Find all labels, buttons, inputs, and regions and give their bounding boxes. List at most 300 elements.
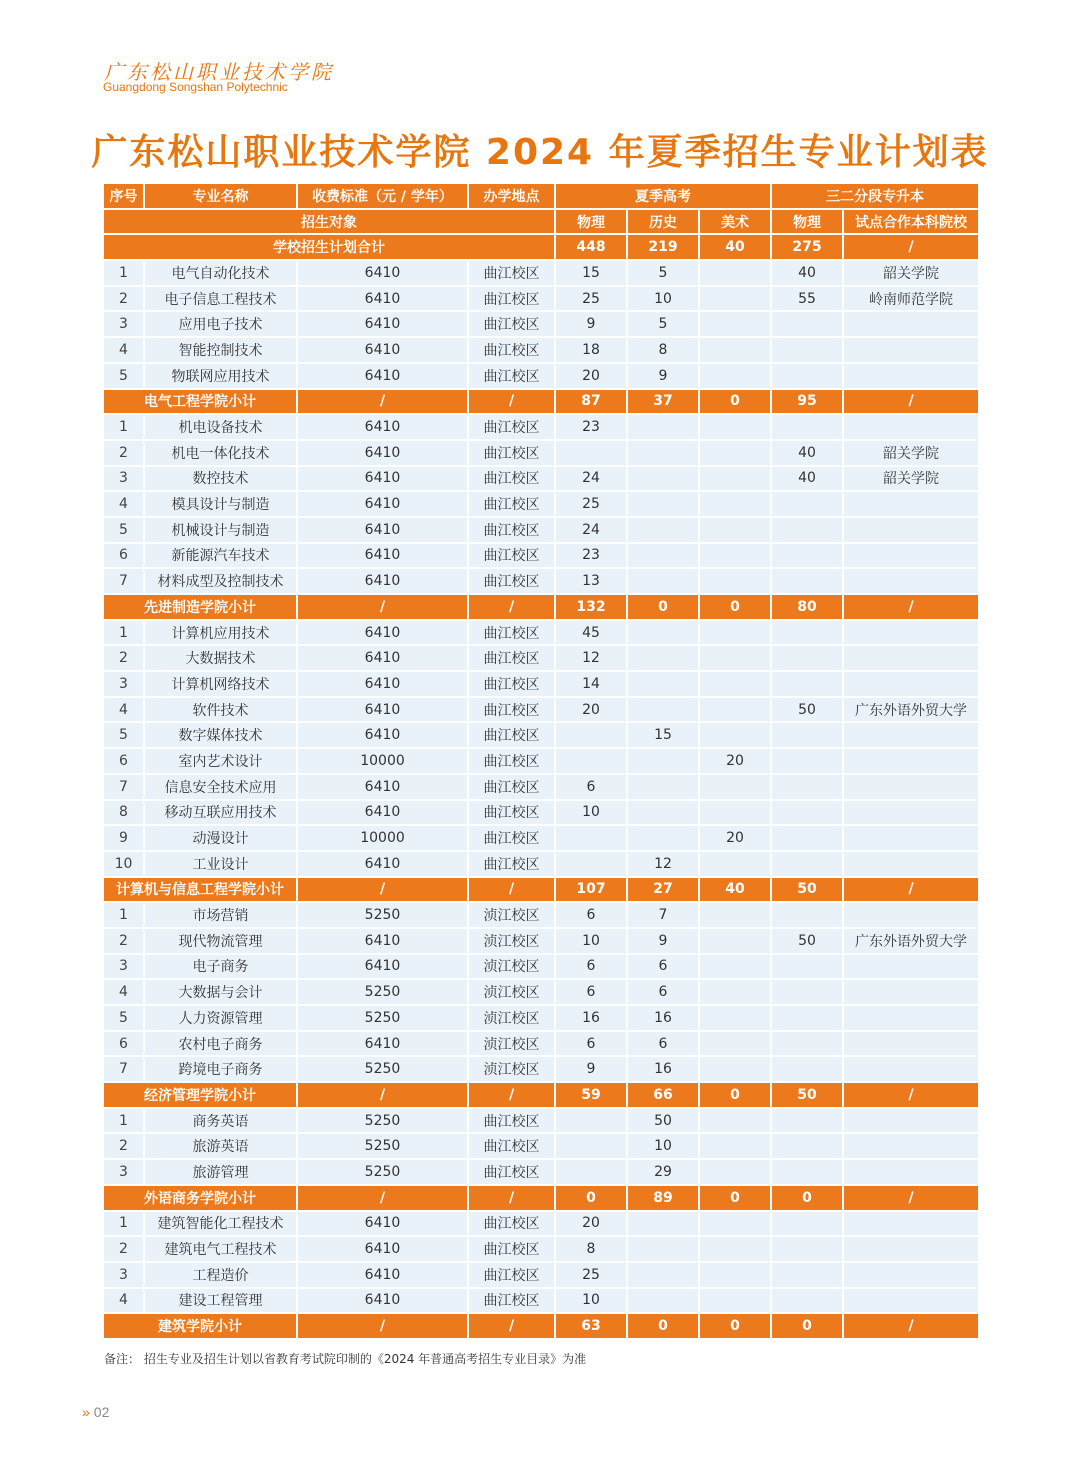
cell-no: 2 — [104, 1134, 145, 1160]
cell-major: 室内艺术设计 — [145, 749, 298, 775]
cell-history — [628, 569, 700, 595]
cell-fee: 10000 — [298, 749, 469, 775]
cell-partner — [844, 492, 978, 518]
cell-history: 8 — [628, 338, 700, 364]
cell-campus: 浈江校区 — [469, 929, 556, 955]
subtotal-physics-2: 0 — [772, 1314, 844, 1340]
header-physics-2: 物理 — [772, 210, 844, 236]
cell-physics2 — [772, 723, 844, 749]
table-row — [104, 492, 978, 518]
cell-physics — [556, 749, 628, 775]
cell-partner: 广东外语外贸大学 — [844, 698, 978, 724]
cell-campus: 曲江校区 — [469, 364, 556, 390]
cell-fee: 6410 — [298, 1032, 469, 1058]
cell-art — [700, 1289, 772, 1315]
cell-no: 1 — [104, 1109, 145, 1135]
page-title: 广东松山职业技术学院 2024 年夏季招生专业计划表 — [91, 132, 989, 173]
cell-physics2: 50 — [772, 929, 844, 955]
cell-physics2: 40 — [772, 441, 844, 467]
subtotal-campus: / — [469, 390, 556, 416]
cell-no: 4 — [104, 338, 145, 364]
cell-no: 2 — [104, 441, 145, 467]
cell-physics2 — [772, 775, 844, 801]
cell-no: 4 — [104, 980, 145, 1006]
cell-physics2 — [772, 1237, 844, 1263]
cell-partner — [844, 364, 978, 390]
subtotal-fee: / — [298, 1314, 469, 1340]
cell-physics: 20 — [556, 1212, 628, 1238]
cell-major: 工程造价 — [145, 1263, 298, 1289]
total-physics: 448 — [556, 235, 628, 261]
cell-partner — [844, 415, 978, 441]
subtotal-physics-2: 50 — [772, 878, 844, 904]
subtotal-campus: / — [469, 1083, 556, 1109]
table-row — [104, 672, 978, 698]
cell-physics: 13 — [556, 569, 628, 595]
cell-history: 12 — [628, 852, 700, 878]
cell-fee: 10000 — [298, 826, 469, 852]
cell-no: 1 — [104, 903, 145, 929]
subtotal-physics: 59 — [556, 1083, 628, 1109]
cell-physics: 45 — [556, 621, 628, 647]
cell-history: 16 — [628, 1057, 700, 1083]
cell-physics2 — [772, 544, 844, 570]
cell-physics2 — [772, 415, 844, 441]
cell-fee: 6410 — [298, 415, 469, 441]
cell-no: 5 — [104, 518, 145, 544]
cell-fee: 6410 — [298, 775, 469, 801]
cell-physics2 — [772, 1263, 844, 1289]
subtotal-physics: 107 — [556, 878, 628, 904]
cell-fee: 6410 — [298, 312, 469, 338]
cell-campus: 曲江校区 — [469, 338, 556, 364]
cell-major: 物联网应用技术 — [145, 364, 298, 390]
header-sandu: 三二分段专升本 — [772, 184, 978, 210]
cell-art — [700, 1109, 772, 1135]
cell-fee: 6410 — [298, 621, 469, 647]
table-row — [104, 621, 978, 647]
cell-physics2 — [772, 955, 844, 981]
cell-fee: 6410 — [298, 1212, 469, 1238]
cell-physics2 — [772, 852, 844, 878]
cell-no: 3 — [104, 955, 145, 981]
cell-art — [700, 1212, 772, 1238]
cell-history — [628, 749, 700, 775]
subtotal-label: 外语商务学院小计 — [104, 1186, 298, 1212]
cell-no: 6 — [104, 749, 145, 775]
cell-physics2 — [772, 826, 844, 852]
subtotal-physics-2: 50 — [772, 1083, 844, 1109]
table-row — [104, 929, 978, 955]
cell-physics2 — [772, 312, 844, 338]
cell-no: 3 — [104, 672, 145, 698]
cell-art — [700, 544, 772, 570]
cell-fee: 6410 — [298, 261, 469, 287]
cell-fee: 6410 — [298, 955, 469, 981]
cell-fee: 6410 — [298, 569, 469, 595]
cell-physics2 — [772, 801, 844, 827]
cell-campus: 曲江校区 — [469, 1289, 556, 1315]
cell-no: 3 — [104, 312, 145, 338]
cell-major: 工业设计 — [145, 852, 298, 878]
table-row — [104, 723, 978, 749]
subtotal-history: 0 — [628, 595, 700, 621]
enrollment-plan-table — [104, 184, 978, 1340]
cell-campus: 曲江校区 — [469, 1237, 556, 1263]
cell-history — [628, 492, 700, 518]
cell-physics: 9 — [556, 1057, 628, 1083]
subtotal-campus: / — [469, 595, 556, 621]
cell-major: 数控技术 — [145, 467, 298, 493]
subtotal-physics-2: 80 — [772, 595, 844, 621]
subtotal-art: 0 — [700, 1083, 772, 1109]
cell-major: 大数据技术 — [145, 646, 298, 672]
cell-art — [700, 955, 772, 981]
cell-partner — [844, 569, 978, 595]
table-row — [104, 1057, 978, 1083]
cell-art — [700, 646, 772, 672]
table-row — [104, 852, 978, 878]
cell-campus: 曲江校区 — [469, 698, 556, 724]
cell-fee: 6410 — [298, 338, 469, 364]
cell-fee: 6410 — [298, 1263, 469, 1289]
cell-physics: 14 — [556, 672, 628, 698]
cell-history: 9 — [628, 364, 700, 390]
cell-physics: 8 — [556, 1237, 628, 1263]
cell-fee: 6410 — [298, 467, 469, 493]
cell-major: 机电设备技术 — [145, 415, 298, 441]
total-art: 40 — [700, 235, 772, 261]
total-history: 219 — [628, 235, 700, 261]
cell-fee: 6410 — [298, 287, 469, 313]
cell-art — [700, 775, 772, 801]
cell-no: 1 — [104, 415, 145, 441]
subtotal-campus: / — [469, 1186, 556, 1212]
cell-no: 4 — [104, 698, 145, 724]
cell-art — [700, 698, 772, 724]
cell-fee: 5250 — [298, 1134, 469, 1160]
cell-physics2 — [772, 672, 844, 698]
cell-history — [628, 1237, 700, 1263]
cell-major: 应用电子技术 — [145, 312, 298, 338]
cell-campus: 浈江校区 — [469, 980, 556, 1006]
cell-physics2: 40 — [772, 467, 844, 493]
total-label: 学校招生计划合计 — [104, 235, 556, 261]
cell-partner — [844, 1006, 978, 1032]
cell-major: 信息安全技术应用 — [145, 775, 298, 801]
subtotal-campus: / — [469, 878, 556, 904]
cell-partner — [844, 980, 978, 1006]
subtotal-label: 建筑学院小计 — [104, 1314, 298, 1340]
cell-fee: 5250 — [298, 903, 469, 929]
subtotal-fee: / — [298, 595, 469, 621]
cell-history — [628, 1212, 700, 1238]
cell-physics: 6 — [556, 955, 628, 981]
cell-physics2 — [772, 1109, 844, 1135]
cell-campus: 曲江校区 — [469, 826, 556, 852]
cell-physics: 25 — [556, 287, 628, 313]
cell-campus: 曲江校区 — [469, 1109, 556, 1135]
subtotal-label: 电气工程学院小计 — [104, 390, 298, 416]
cell-history — [628, 415, 700, 441]
cell-campus: 浈江校区 — [469, 1057, 556, 1083]
cell-no: 5 — [104, 1006, 145, 1032]
subtotal-partner: / — [844, 595, 978, 621]
cell-history: 10 — [628, 287, 700, 313]
cell-partner — [844, 672, 978, 698]
table-row — [104, 749, 978, 775]
cell-major: 电子信息工程技术 — [145, 287, 298, 313]
cell-history — [628, 467, 700, 493]
cell-physics: 6 — [556, 775, 628, 801]
cell-physics: 20 — [556, 698, 628, 724]
cell-partner — [844, 646, 978, 672]
cell-partner — [844, 1263, 978, 1289]
cell-physics: 23 — [556, 415, 628, 441]
table-row — [104, 312, 978, 338]
cell-history — [628, 1289, 700, 1315]
cell-physics2 — [772, 364, 844, 390]
subtotal-row — [104, 1186, 978, 1212]
table-row — [104, 441, 978, 467]
cell-no: 3 — [104, 467, 145, 493]
cell-major: 大数据与会计 — [145, 980, 298, 1006]
cell-major: 商务英语 — [145, 1109, 298, 1135]
cell-art — [700, 723, 772, 749]
page-number: 02 — [93, 1404, 110, 1420]
header-no: 序号 — [104, 184, 145, 210]
subtotal-fee: / — [298, 1083, 469, 1109]
cell-partner — [844, 1160, 978, 1186]
cell-history: 7 — [628, 903, 700, 929]
table-row — [104, 1212, 978, 1238]
cell-physics2 — [772, 1160, 844, 1186]
cell-physics: 10 — [556, 1289, 628, 1315]
table-row — [104, 646, 978, 672]
cell-physics: 24 — [556, 467, 628, 493]
cell-art — [700, 415, 772, 441]
header-major: 专业名称 — [145, 184, 298, 210]
cell-physics: 23 — [556, 544, 628, 570]
cell-partner — [844, 1057, 978, 1083]
cell-major: 移动互联应用技术 — [145, 801, 298, 827]
cell-partner — [844, 338, 978, 364]
cell-partner — [844, 1237, 978, 1263]
cell-physics2 — [772, 1212, 844, 1238]
cell-campus: 曲江校区 — [469, 518, 556, 544]
table-row — [104, 1032, 978, 1058]
cell-major: 旅游英语 — [145, 1134, 298, 1160]
logo-chinese-name: 广东松山职业技术学院 — [104, 60, 334, 84]
cell-campus: 曲江校区 — [469, 646, 556, 672]
subtotal-physics: 132 — [556, 595, 628, 621]
cell-no: 6 — [104, 544, 145, 570]
cell-art: 20 — [700, 749, 772, 775]
table-row — [104, 1263, 978, 1289]
cell-art — [700, 1057, 772, 1083]
cell-major: 新能源汽车技术 — [145, 544, 298, 570]
subtotal-physics: 87 — [556, 390, 628, 416]
cell-history — [628, 698, 700, 724]
subtotal-art: 0 — [700, 1314, 772, 1340]
cell-partner: 岭南师范学院 — [844, 287, 978, 313]
cell-art: 20 — [700, 826, 772, 852]
cell-physics2 — [772, 569, 844, 595]
total-partner: / — [844, 235, 978, 261]
subtotal-partner: / — [844, 1314, 978, 1340]
cell-fee: 5250 — [298, 1006, 469, 1032]
cell-physics: 16 — [556, 1006, 628, 1032]
cell-partner: 韶关学院 — [844, 441, 978, 467]
cell-major: 机械设计与制造 — [145, 518, 298, 544]
cell-partner — [844, 801, 978, 827]
cell-major: 市场营销 — [145, 903, 298, 929]
cell-campus: 浈江校区 — [469, 1006, 556, 1032]
cell-physics2 — [772, 1057, 844, 1083]
cell-art — [700, 1032, 772, 1058]
subtotal-art: 40 — [700, 878, 772, 904]
table-row — [104, 903, 978, 929]
subtotal-partner: / — [844, 1186, 978, 1212]
table-row — [104, 544, 978, 570]
cell-fee: 6410 — [298, 1289, 469, 1315]
subtotal-fee: / — [298, 1186, 469, 1212]
cell-campus: 曲江校区 — [469, 852, 556, 878]
cell-partner — [844, 518, 978, 544]
cell-partner — [844, 1109, 978, 1135]
cell-major: 电子商务 — [145, 955, 298, 981]
cell-history: 6 — [628, 1032, 700, 1058]
cell-no: 7 — [104, 569, 145, 595]
cell-physics2 — [772, 1006, 844, 1032]
cell-no: 1 — [104, 621, 145, 647]
cell-art — [700, 1237, 772, 1263]
cell-partner — [844, 775, 978, 801]
cell-major: 机电一体化技术 — [145, 441, 298, 467]
cell-partner: 韶关学院 — [844, 261, 978, 287]
cell-art — [700, 569, 772, 595]
header-partner: 试点合作本科院校 — [844, 210, 978, 236]
cell-history: 10 — [628, 1134, 700, 1160]
cell-major: 现代物流管理 — [145, 929, 298, 955]
cell-campus: 浈江校区 — [469, 955, 556, 981]
table-row — [104, 1160, 978, 1186]
cell-no: 6 — [104, 1032, 145, 1058]
cell-no: 10 — [104, 852, 145, 878]
cell-history: 5 — [628, 261, 700, 287]
subtotal-history: 0 — [628, 1314, 700, 1340]
cell-campus: 曲江校区 — [469, 492, 556, 518]
subtotal-partner: / — [844, 390, 978, 416]
cell-history — [628, 1263, 700, 1289]
table-row — [104, 364, 978, 390]
cell-partner — [844, 1289, 978, 1315]
cell-history — [628, 518, 700, 544]
subtotal-art: 0 — [700, 390, 772, 416]
cell-history: 6 — [628, 955, 700, 981]
table-row — [104, 1006, 978, 1032]
cell-no: 2 — [104, 929, 145, 955]
cell-art — [700, 492, 772, 518]
cell-campus: 曲江校区 — [469, 261, 556, 287]
cell-fee: 6410 — [298, 441, 469, 467]
table-row — [104, 518, 978, 544]
cell-major: 计算机网络技术 — [145, 672, 298, 698]
cell-partner: 广东外语外贸大学 — [844, 929, 978, 955]
cell-no: 8 — [104, 801, 145, 827]
logo-english-name: Guangdong Songshan Polytechnic — [103, 80, 288, 94]
cell-history: 29 — [628, 1160, 700, 1186]
cell-fee: 6410 — [298, 544, 469, 570]
header-summer-exam: 夏季高考 — [556, 184, 772, 210]
cell-physics2 — [772, 646, 844, 672]
cell-fee: 6410 — [298, 801, 469, 827]
table-row — [104, 338, 978, 364]
cell-physics2 — [772, 338, 844, 364]
cell-art — [700, 980, 772, 1006]
cell-campus: 曲江校区 — [469, 569, 556, 595]
cell-campus: 曲江校区 — [469, 723, 556, 749]
cell-no: 1 — [104, 261, 145, 287]
cell-physics: 12 — [556, 646, 628, 672]
table-row — [104, 1134, 978, 1160]
cell-no: 2 — [104, 646, 145, 672]
cell-physics: 10 — [556, 801, 628, 827]
subtotal-fee: / — [298, 390, 469, 416]
total-physics-2: 275 — [772, 235, 844, 261]
cell-physics: 6 — [556, 903, 628, 929]
cell-partner — [844, 955, 978, 981]
table-row — [104, 261, 978, 287]
subtotal-fee: / — [298, 878, 469, 904]
cell-no: 1 — [104, 1212, 145, 1238]
cell-physics2 — [772, 1134, 844, 1160]
total-row — [104, 235, 978, 261]
subtotal-row — [104, 878, 978, 904]
table-row — [104, 775, 978, 801]
cell-fee: 6410 — [298, 723, 469, 749]
cell-partner — [844, 1212, 978, 1238]
cell-history — [628, 775, 700, 801]
cell-no: 5 — [104, 723, 145, 749]
cell-art — [700, 467, 772, 493]
cell-major: 动漫设计 — [145, 826, 298, 852]
cell-physics2 — [772, 492, 844, 518]
cell-history: 6 — [628, 980, 700, 1006]
cell-campus: 曲江校区 — [469, 801, 556, 827]
cell-history — [628, 801, 700, 827]
cell-physics2: 40 — [772, 261, 844, 287]
table-header-row-2 — [104, 210, 978, 236]
cell-fee: 5250 — [298, 1160, 469, 1186]
cell-partner: 韶关学院 — [844, 467, 978, 493]
header-target: 招生对象 — [104, 210, 556, 236]
cell-major: 模具设计与制造 — [145, 492, 298, 518]
subtotal-history: 66 — [628, 1083, 700, 1109]
cell-major: 人力资源管理 — [145, 1006, 298, 1032]
cell-partner — [844, 312, 978, 338]
cell-campus: 曲江校区 — [469, 621, 556, 647]
cell-physics2 — [772, 1032, 844, 1058]
cell-physics — [556, 852, 628, 878]
header-campus: 办学地点 — [469, 184, 556, 210]
subtotal-physics: 63 — [556, 1314, 628, 1340]
cell-physics2 — [772, 903, 844, 929]
subtotal-history: 89 — [628, 1186, 700, 1212]
cell-art — [700, 364, 772, 390]
cell-physics: 9 — [556, 312, 628, 338]
table-row — [104, 698, 978, 724]
